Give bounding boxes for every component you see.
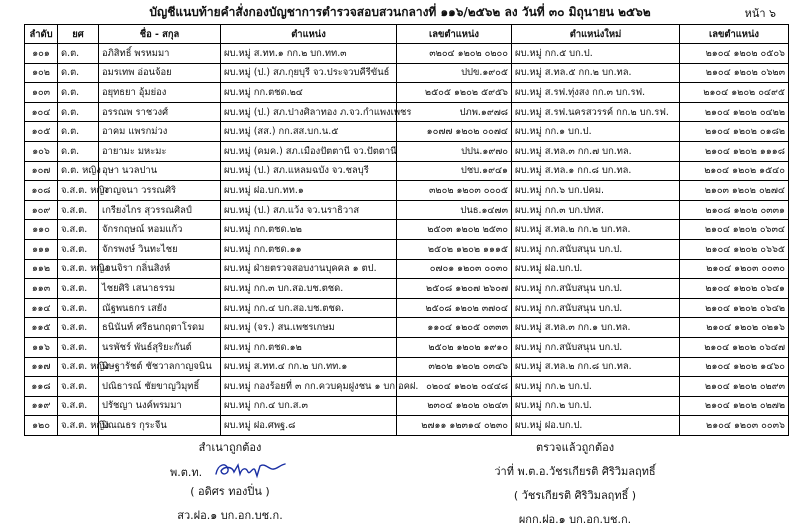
position-number-cell: ๓๒๐๔ ๑๒๐๒ ๐๒๐๐: [397, 44, 512, 64]
new-position-number-cell: ๒๑๐๔ ๑๒๐๒ ๐๖๒๓: [680, 63, 789, 83]
name-cell: อยุทธยา อุ้มย่อง: [99, 83, 221, 103]
new-position-cell: ผบ.หมู่ ส.รฟ.ทุ่งสง กก.๓ บก.รฟ.: [512, 83, 680, 103]
table-row: [25, 83, 789, 103]
rank-cell: จ.ส.ต. หญิง: [58, 259, 99, 279]
position-number-cell: ๐๒๐๔ ๑๒๐๒ ๐๔๔๘: [397, 377, 512, 397]
new-position-number-cell: ๒๑๐๓ ๑๒๐๒ ๐๒๗๔: [680, 181, 789, 201]
new-position-number-cell: ๒๑๐๔ ๑๒๐๒ ๐๕๐๖: [680, 44, 789, 64]
order-cell: ๑๑๙: [25, 396, 58, 416]
page-number: หน้า ๖: [744, 7, 776, 20]
rank-cell: ด.ต.: [58, 122, 99, 142]
new-position-number-cell: ๒๑๐๔ ๑๒๐๓ ๐๐๓๐: [680, 259, 789, 279]
new-position-cell: ผบ.หมู่ กก.สนับสนุน บก.ป.: [512, 337, 680, 357]
new-position-cell: ผบ.หมู่ กก.๒ บก.ป.: [512, 396, 680, 416]
name-cell: อภิสิทธิ์ พรหมมา: [99, 44, 221, 64]
rank-cell: จ.ส.ต. หญิง: [58, 416, 99, 436]
name-cell: อรรณพ ราชวงศ์: [99, 102, 221, 122]
order-cell: ๑๐๘: [25, 181, 58, 201]
name-cell: อมรเทพ อ่อนจ้อย: [99, 63, 221, 83]
new-position-cell: ผบ.หมู่ ส.ทล.๒ กก.๒ บก.ทล.: [512, 220, 680, 240]
position-cell: ผบ.หมู่ ฝ่ายตรวจสอบงานบุคคล ๑ ตป.: [221, 259, 397, 279]
rank-cell: จ.ส.ต. หญิง: [58, 357, 99, 377]
new-position-cell: ผบ.หมู่ ส.รฟ.นครสวรรค์ กก.๒ บก.รฟ.: [512, 102, 680, 122]
column-header-rank: ยศ: [58, 25, 99, 44]
new-position-cell: ผบ.หมู่ ส.ทล.๓ กก.๑ บก.ทล.: [512, 318, 680, 338]
position-number-cell: ปปข.๑๙๐๕: [397, 63, 512, 83]
new-position-number-cell: ๒๑๐๘ ๑๒๐๒ ๐๓๓๑: [680, 200, 789, 220]
table-row: [25, 298, 789, 318]
verifier-block: [480, 438, 670, 528]
position-cell: ผบ.หมู่ กก.ตชด.๑๒: [221, 337, 397, 357]
rank-cell: ด.ต. หญิง: [58, 161, 99, 181]
name-cell: จักรกฤษณ์ หอมแก้ว: [99, 220, 221, 240]
position-number-cell: ปปน.๑๙๗๐: [397, 141, 512, 161]
position-number-cell: ปภพ.๑๙๗๘: [397, 102, 512, 122]
new-position-number-cell: ๒๑๐๔ ๑๒๐๒ ๐๔๙๕: [680, 83, 789, 103]
order-cell: ๑๑๓: [25, 279, 58, 299]
position-cell: ผบ.หมู่ (ป.) สภ.แว้ง จว.นราธิวาส: [221, 200, 397, 220]
new-position-cell: ผบ.หมู่ กก.สนับสนุน บก.ป.: [512, 239, 680, 259]
table-row: [25, 200, 789, 220]
rank-cell: ด.ต.: [58, 102, 99, 122]
new-position-number-cell: ๒๑๐๔ ๑๒๐๒ ๐๖๔๑: [680, 279, 789, 299]
order-cell: ๑๑๕: [25, 318, 58, 338]
table-row: [25, 396, 789, 416]
verifier-title: ว่าที่ พ.ต.อ.วัชรเกียรติ ศิริวิมลฤทธิ์: [494, 465, 656, 478]
certifier-name: ( อดิศร ทองปิ่น ): [190, 485, 270, 498]
new-position-number-cell: ๒๑๐๔ ๑๒๐๒ ๐๑๘๒: [680, 122, 789, 142]
name-cell: ปณิธารณ์ ชัยขาญวิมุทธิ์: [99, 377, 221, 397]
column-header-new-position: ตำแหน่งใหม่: [512, 25, 680, 44]
table-row: [25, 279, 789, 299]
table-row: [25, 122, 789, 142]
rank-cell: ด.ต.: [58, 83, 99, 103]
position-cell: ผบ.หมู่ (จร.) สน.เพชรเกษม: [221, 318, 397, 338]
table-row: [25, 357, 789, 377]
verified-label: ตรวจแล้วถูกต้อง: [535, 441, 615, 454]
table-row: [25, 63, 789, 83]
handwritten-signature: [212, 460, 290, 480]
name-cell: อาคม แพรกม่วง: [99, 122, 221, 142]
rank-cell: จ.ส.ต.: [58, 396, 99, 416]
position-number-cell: ๑๑๐๔ ๑๒๐๕ ๐๓๓๓: [397, 318, 512, 338]
new-position-cell: ผบ.หมู่ ส.ทล.๑ กก.๘ บก.ทล.: [512, 161, 680, 181]
table-row: [25, 337, 789, 357]
order-cell: ๑๑๖: [25, 337, 58, 357]
column-header-position: ตำแหน่ง: [221, 25, 397, 44]
new-position-number-cell: ๒๑๐๔ ๑๒๐๒ ๐๖๖๕: [680, 239, 789, 259]
rank-cell: จ.ส.ต.: [58, 239, 99, 259]
order-cell: ๑๑๒: [25, 259, 58, 279]
certifier-block: [160, 438, 300, 524]
position-cell: ผบ.หมู่ กก.๓ บก.สอ.บช.ตชด.: [221, 279, 397, 299]
table-row: [25, 416, 789, 436]
new-position-number-cell: ๒๑๐๔ ๑๒๐๒ ๐๒๑๖: [680, 318, 789, 338]
new-position-cell: ผบ.หมู่ ส.ทล.๒ กก.๘ บก.ทล.: [512, 357, 680, 377]
new-position-number-cell: ๒๑๐๔ ๑๒๐๒ ๐๒๙๓: [680, 377, 789, 397]
order-cell: ๑๒๐: [25, 416, 58, 436]
position-number-cell: ๓๒๐๒ ๑๒๐๓ ๐๐๐๕: [397, 181, 512, 201]
position-number-cell: ๒๓๐๔ ๑๒๐๒ ๐๒๔๓: [397, 396, 512, 416]
rank-cell: ด.ต.: [58, 63, 99, 83]
position-number-cell: ๓๒๐๒ ๑๒๐๒ ๐๓๔๖: [397, 357, 512, 377]
column-header-new-position-number: เลขตำแหน่ง: [680, 25, 789, 44]
column-header-order: ลำดับ: [25, 25, 58, 44]
position-cell: ผบ.หมู่ (ป.) สภ.แหลมฉบัง จว.ชลบุรี: [221, 161, 397, 181]
name-cell: เจนจิรา กลิ่นสิงห์: [99, 259, 221, 279]
position-number-cell: ๒๕๐๕ ๑๒๐๒ ๕๙๕๖: [397, 83, 512, 103]
table-row: [25, 318, 789, 338]
new-position-cell: ผบ.หมู่ ส.ทล.๕ กก.๒ บก.ทล.: [512, 63, 680, 83]
name-cell: อายามะ มหะมะ: [99, 141, 221, 161]
position-cell: ผบ.หมู่ (สส.) กก.สส.บก.น.๕: [221, 122, 397, 142]
table-row: [25, 377, 789, 397]
document-title: บัญชีแนบท้ายคำสั่งกองบัญชาการตำรวจสอบสวนกลางที่ ๑๑๖/๒๕๖๒ ลง วันที่ ๓๐ มิถุนายน ๒๕๖๒: [149, 5, 651, 19]
column-header-name: ชื่อ - สกุล: [99, 25, 221, 44]
new-position-number-cell: ๒๑๐๔ ๑๒๐๒ ๐๖๔๒: [680, 298, 789, 318]
name-cell: เกรียงไกร สุวรรณศิลป์: [99, 200, 221, 220]
table-row: [25, 239, 789, 259]
verifier-unit: ผกก.ฝอ.๑ บก.อก.บช.ก.: [518, 513, 632, 526]
position-cell: ผบ.หมู่ ฝอ.ศพฐ.๘: [221, 416, 397, 436]
name-cell: อุษา นวลปาน: [99, 161, 221, 181]
order-cell: ๑๐๔: [25, 102, 58, 122]
position-number-cell: ๒๗๑๑ ๑๒๓๑๔ ๐๒๓๐: [397, 416, 512, 436]
new-position-cell: ผบ.หมู่ กก.สนับสนุน บก.ป.: [512, 298, 680, 318]
verifier-name: ( วัชรเกียรติ ศิริวิมลฤทธิ์ ): [513, 489, 637, 502]
order-cell: ๑๐๗: [25, 161, 58, 181]
new-position-number-cell: ๒๑๐๔ ๑๒๐๒ ๐๔๒๒: [680, 102, 789, 122]
name-cell: ณัฐพนธกร เสยัง: [99, 298, 221, 318]
position-cell: ผบ.หมู่ กก.๔ บก.ส.๓: [221, 396, 397, 416]
new-position-cell: ผบ.หมู่ ฝอ.บก.ป.: [512, 259, 680, 279]
position-number-cell: ๒๕๐๘ ๑๒๐๗ ๒๖๐๗: [397, 279, 512, 299]
order-cell: ๑๐๒: [25, 63, 58, 83]
position-cell: ผบ.หมู่ ส.ทท.๔ กก.๒ บก.ทท.๑: [221, 357, 397, 377]
position-number-cell: ๒๕๐๒ ๑๒๐๒ ๑๙๑๐: [397, 337, 512, 357]
order-cell: ๑๐๖: [25, 141, 58, 161]
position-number-cell: ๒๕๐๘ ๑๒๐๒ ๓๗๐๔: [397, 298, 512, 318]
name-cell: ปรัชญา นงค์พรมมา: [99, 396, 221, 416]
new-position-number-cell: ๒๑๐๔ ๑๒๐๒ ๑๑๑๘: [680, 141, 789, 161]
table-row: [25, 161, 789, 181]
position-number-cell: ๐๗๐๑ ๑๒๐๓ ๐๐๓๐: [397, 259, 512, 279]
rank-cell: จ.ส.ต.: [58, 220, 99, 240]
position-number-cell: ๑๐๗๗ ๑๒๐๒ ๐๐๗๔: [397, 122, 512, 142]
new-position-number-cell: ๒๑๐๔ ๑๒๐๒ ๐๖๔๗: [680, 337, 789, 357]
position-cell: ผบ.หมู่ กก.ตชด.๒๔: [221, 83, 397, 103]
rank-cell: จ.ส.ต. หญิง: [58, 181, 99, 201]
personnel-table: [24, 24, 789, 436]
certifier-rank: พ.ต.ท.: [170, 466, 203, 479]
signature-area: [0, 438, 800, 532]
rank-cell: จ.ส.ต.: [58, 377, 99, 397]
new-position-cell: ผบ.หมู่ กก.๕ บก.ป.: [512, 44, 680, 64]
new-position-cell: ผบ.หมู่ ฝอ.บก.ป.: [512, 416, 680, 436]
rank-cell: ด.ต.: [58, 141, 99, 161]
name-cell: ธนินันท์ ศรีธนกฤตาโรดม: [99, 318, 221, 338]
table-header-row: [25, 25, 789, 44]
position-cell: ผบ.หมู่ ฝอ.บก.ทท.๑: [221, 181, 397, 201]
position-cell: ผบ.หมู่ (ป.) สภ.ปางศิลาทอง ภ.จว.กำแพงเพชร: [221, 102, 397, 122]
rank-cell: ด.ต.: [58, 44, 99, 64]
position-number-cell: ปนธ.๑๔๗๓: [397, 200, 512, 220]
position-number-cell: ๒๕๐๒ ๑๒๐๒ ๑๑๑๕: [397, 239, 512, 259]
name-cell: ปิณณธร กุระจีน: [99, 416, 221, 436]
name-cell: นรพัชร์ พันธ์สุริยะกันต์: [99, 337, 221, 357]
new-position-number-cell: ๒๑๐๔ ๑๒๐๓ ๐๐๓๖: [680, 416, 789, 436]
table-row: [25, 259, 789, 279]
order-cell: ๑๑๘: [25, 377, 58, 397]
order-cell: ๑๑๗: [25, 357, 58, 377]
name-cell: นิษฐารัชต์ ชัชวาลกาญจนิน: [99, 357, 221, 377]
order-cell: ๑๐๙: [25, 200, 58, 220]
name-cell: กาญจนา วรรณศิริ: [99, 181, 221, 201]
certifier-unit: สว.ฝอ.๑ บก.อก.บช.ก.: [177, 509, 283, 522]
position-number-cell: ๒๕๐๓ ๑๒๐๒ ๒๕๓๐: [397, 220, 512, 240]
order-cell: ๑๐๑: [25, 44, 58, 64]
rank-cell: จ.ส.ต.: [58, 279, 99, 299]
table-body: [25, 44, 789, 436]
new-position-cell: ผบ.หมู่ กก.๖ บก.ปคม.: [512, 181, 680, 201]
table-row: [25, 181, 789, 201]
position-cell: ผบ.หมู่ (ป.) สภ.กุยบุรี จว.ประจวบคีรีขันธ์: [221, 63, 397, 83]
position-cell: ผบ.หมู่ (คมค.) สภ.เมืองปัตตานี จว.ปัตตานี: [221, 141, 397, 161]
rank-cell: จ.ส.ต.: [58, 318, 99, 338]
position-cell: ผบ.หมู่ ส.ทท.๑ กก.๒ บก.ทท.๓: [221, 44, 397, 64]
position-cell: ผบ.หมู่ กก.ตชด.๒๒: [221, 220, 397, 240]
certified-copy-label: สำเนาถูกต้อง: [198, 441, 262, 454]
table-row: [25, 44, 789, 64]
new-position-cell: ผบ.หมู่ กก.๓ บก.ปทส.: [512, 200, 680, 220]
name-cell: ไชยศิริ เสนาธรรม: [99, 279, 221, 299]
order-cell: ๑๐๓: [25, 83, 58, 103]
order-cell: ๑๐๕: [25, 122, 58, 142]
order-cell: ๑๑๔: [25, 298, 58, 318]
new-position-number-cell: ๒๑๐๔ ๑๒๐๒ ๐๖๓๔: [680, 220, 789, 240]
order-cell: ๑๑๑: [25, 239, 58, 259]
new-position-number-cell: ๒๑๐๔ ๑๒๐๒ ๑๔๖๐: [680, 357, 789, 377]
rank-cell: จ.ส.ต.: [58, 337, 99, 357]
new-position-cell: ผบ.หมู่ กก.สนับสนุน บก.ป.: [512, 279, 680, 299]
order-cell: ๑๑๐: [25, 220, 58, 240]
new-position-cell: ผบ.หมู่ ส.ทล.๓ กก.๗ บก.ทล.: [512, 141, 680, 161]
table-row: [25, 141, 789, 161]
name-cell: จักรพงษ์ วินทะไชย: [99, 239, 221, 259]
table-row: [25, 220, 789, 240]
position-cell: ผบ.หมู่ กก.๔ บก.สอ.บช.ตชด.: [221, 298, 397, 318]
rank-cell: จ.ส.ต.: [58, 298, 99, 318]
position-number-cell: ปชบ.๑๙๔๑: [397, 161, 512, 181]
new-position-cell: ผบ.หมู่ กก.๑ บก.ป.: [512, 122, 680, 142]
rank-cell: จ.ส.ต.: [58, 200, 99, 220]
table-row: [25, 102, 789, 122]
new-position-number-cell: ๒๑๐๔ ๑๒๐๒ ๑๕๔๐: [680, 161, 789, 181]
new-position-cell: ผบ.หมู่ กก.๒ บก.ป.: [512, 377, 680, 397]
column-header-position-number: เลขตำแหน่ง: [397, 25, 512, 44]
new-position-number-cell: ๒๑๐๔ ๑๒๐๒ ๐๒๗๒: [680, 396, 789, 416]
position-cell: ผบ.หมู่ กองร้อยที่ ๓ กก.ควบคุมฝูงชน ๑ บก.อคฝ.: [221, 377, 397, 397]
position-cell: ผบ.หมู่ กก.ตชด.๑๑: [221, 239, 397, 259]
